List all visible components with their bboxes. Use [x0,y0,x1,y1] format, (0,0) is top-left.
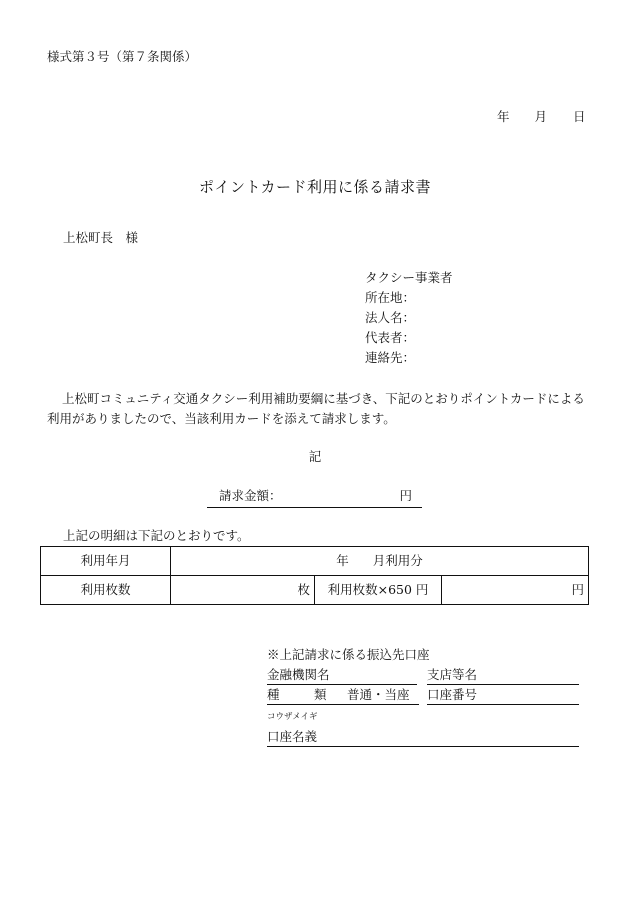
applicant-block [365,270,453,370]
detail-intro: 上記の明細は下記のとおりです。 [63,528,250,543]
bank-account-block [267,649,579,759]
date-year-label: 年 [497,109,510,124]
usage-count-label: 利用枚数 [41,576,171,605]
detail-table [40,546,589,605]
bank-branch-line [427,669,579,685]
account-type-label-1: 種 [267,687,280,702]
usage-count-cell: 枚 [171,576,315,605]
account-type-label-2: 類 [314,687,327,702]
bank-institution-label: 金融機関名 [267,667,330,682]
claim-amount-label: 請求金額： [219,488,282,503]
date-line [497,111,586,124]
claim-amount-line [207,489,422,508]
ki-heading: 記 [308,449,322,464]
account-holder-label: 口座名義 [267,729,318,744]
usage-month-cell [171,547,589,576]
account-number-label: 口座番号 [427,687,478,702]
document-title: ポイントカード利用に係る請求書 [198,178,432,196]
date-day-label: 日 [573,109,586,124]
form-number: 様式第３号（第７条関係） [47,49,198,64]
usage-month-suffix: 月利用分 [372,552,423,568]
account-holder-furigana: コウザメイギ [267,712,318,722]
account-holder-line [267,731,579,747]
bank-branch-label: 支店等名 [427,667,478,682]
applicant-representative-label: 代表者： [365,330,416,345]
bank-institution-line [267,669,417,685]
date-month-label: 月 [534,109,548,124]
account-type-options: 普通・当座 [347,687,410,702]
applicant-contact-label: 連絡先： [365,350,416,365]
account-number-line [427,689,579,705]
table-row [41,547,589,576]
usage-month-label: 利用年月 [41,547,171,576]
applicant-company-label: 法人名： [365,310,416,325]
applicant-address-label: 所在地： [365,290,416,305]
table-row [41,576,589,605]
bank-title: ※上記請求に係る振込先口座 [267,647,430,662]
usage-year-label: 年 [336,552,349,568]
addressee: 上松町長 様 [63,230,139,245]
claim-amount-unit: 円 [399,488,412,503]
applicant-heading: タクシー事業者 [365,270,453,285]
account-type-line [267,689,419,705]
usage-amount-cell: 円 [442,576,589,605]
body-text: 上松町コミュニティ交通タクシー利用補助要綱に基づき、下記のとおりポイントカードによる利用がありましたので、当該利用カードを添えて請求します。 [47,391,585,426]
usage-rate-label: 利用枚数×650 円 [315,576,442,605]
